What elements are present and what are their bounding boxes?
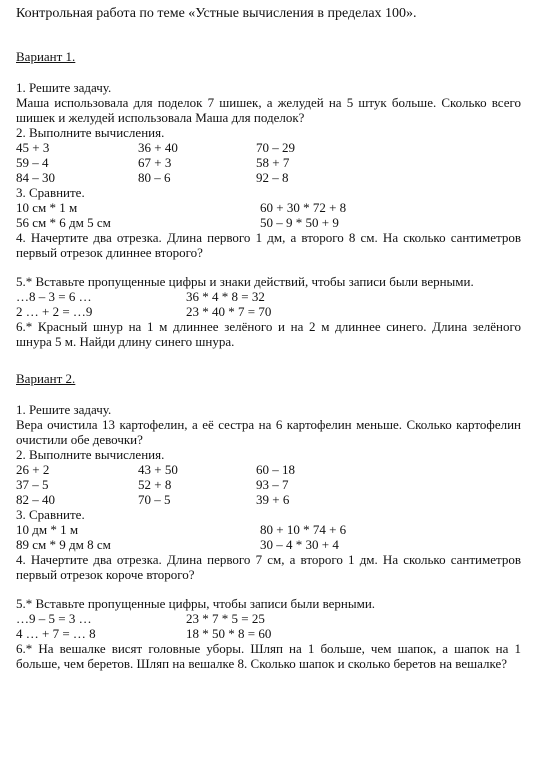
calc-expression: 52 + 8: [138, 477, 172, 492]
calc-expression: 26 + 2: [16, 462, 50, 477]
v2-calc-row: [16, 462, 521, 477]
v2-task6-text: 6.* На вешалке висят головные уборы. Шляп на 1 больше, чем шапок, а шапок на 1 больше, чем беретов. Шляп на вешалке 8. Сколько шапок и сколько беретов на вешалке?: [16, 641, 521, 671]
compare-expression: 50 – 9 * 50 + 9: [260, 215, 339, 230]
calc-expression: 70 – 5: [138, 492, 171, 507]
v1-compare-row: [16, 200, 521, 215]
calc-expression: 84 – 30: [16, 170, 55, 185]
v1-task6-text: 6.* Красный шнур на 1 м длиннее зелёного и на 2 м длиннее синего. Длина зелёного шнура 5 м. Найди длину синего шнура.: [16, 319, 521, 349]
v1-compare-row: [16, 215, 521, 230]
v2-task1-text: Вера очистила 13 картофелин, а её сестра на 6 картофелин меньше. Сколько картофелин очистили обе девочки?: [16, 417, 521, 447]
calc-expression: 82 – 40: [16, 492, 55, 507]
v2-task3-heading: 3. Сравните.: [16, 507, 85, 522]
calc-expression: 92 – 8: [256, 170, 289, 185]
v1-calc-row: [16, 140, 521, 155]
page-title: Контрольная работа по теме «Устные вычисления в пределах 100».: [16, 6, 417, 21]
calc-expression: 45 + 3: [16, 140, 50, 155]
v1-task1-heading: 1. Решите задачу.: [16, 80, 112, 95]
v2-calc-row: [16, 477, 521, 492]
v1-calc-row: [16, 170, 521, 185]
v2-calc-row: [16, 492, 521, 507]
compare-expression: 80 + 10 * 74 + 6: [260, 522, 347, 537]
compare-expression: 89 см * 9 дм 8 см: [16, 537, 111, 552]
v1-calc-grid: [16, 140, 521, 185]
v1-task5-text: 5.* Вставьте пропущенные цифры и знаки действий, чтобы записи были верными.: [16, 274, 474, 289]
puzzle-expression: 2 … + 2 = …9: [16, 304, 93, 319]
variant-1: [16, 49, 521, 349]
v1-puzzle-row: [16, 304, 521, 319]
compare-expression: 10 дм * 1 м: [16, 522, 79, 537]
puzzle-expression: 4 … + 7 = … 8: [16, 626, 96, 641]
compare-expression: 10 см * 1 м: [16, 200, 78, 215]
v1-task1-text: Маша использовала для поделок 7 шишек, а желудей на 5 штук больше. Сколько всего шишек и желудей использовала Маша для поделок?: [16, 95, 521, 125]
v2-puzzle-row: [16, 611, 521, 626]
compare-expression: 30 – 4 * 30 + 4: [260, 537, 339, 552]
v2-puzzle-row: [16, 626, 521, 641]
v2-compare-row: [16, 522, 521, 537]
v2-task4-text: 4. Начертите два отрезка. Длина первого 7 см, а второго 1 дм. На сколько сантиметров первый отрезок короче второго?: [16, 552, 521, 582]
variant-1-heading: Вариант 1.: [16, 49, 76, 64]
variant-2: [16, 371, 521, 671]
v1-task3-heading: 3. Сравните.: [16, 185, 85, 200]
v2-task5-text: 5.* Вставьте пропущенные цифры, чтобы записи были верными.: [16, 596, 376, 611]
calc-expression: 70 – 29: [256, 140, 295, 155]
calc-expression: 59 – 4: [16, 155, 49, 170]
calc-expression: 37 – 5: [16, 477, 49, 492]
calc-expression: 60 – 18: [256, 462, 295, 477]
v2-task1-heading: 1. Решите задачу.: [16, 402, 112, 417]
calc-expression: 43 + 50: [138, 462, 178, 477]
v1-task4-text: 4. Начертите два отрезка. Длина первого 1 дм, а второго 8 см. На сколько сантиметров первый отрезок длиннее второго?: [16, 230, 521, 260]
worksheet-page: [16, 6, 521, 671]
calc-expression: 93 – 7: [256, 477, 289, 492]
variant-2-heading: Вариант 2.: [16, 371, 76, 386]
v1-task2-heading: 2. Выполните вычисления.: [16, 125, 165, 140]
v2-task2-heading: 2. Выполните вычисления.: [16, 447, 165, 462]
v1-calc-row: [16, 155, 521, 170]
puzzle-expression: 23 * 40 * 7 = 70: [186, 304, 272, 319]
calc-expression: 58 + 7: [256, 155, 290, 170]
compare-expression: 60 + 30 * 72 + 8: [260, 200, 347, 215]
v1-puzzle-row: [16, 289, 521, 304]
calc-expression: 67 + 3: [138, 155, 172, 170]
v2-compare-row: [16, 537, 521, 552]
calc-expression: 36 + 40: [138, 140, 178, 155]
puzzle-expression: …9 – 5 = 3 …: [16, 611, 92, 626]
puzzle-expression: 36 * 4 * 8 = 32: [186, 289, 265, 304]
compare-expression: 56 см * 6 дм 5 см: [16, 215, 111, 230]
calc-expression: 80 – 6: [138, 170, 171, 185]
puzzle-expression: 23 * 7 * 5 = 25: [186, 611, 265, 626]
puzzle-expression: …8 – 3 = 6 …: [16, 289, 92, 304]
v2-calc-grid: [16, 462, 521, 507]
calc-expression: 39 + 6: [256, 492, 290, 507]
puzzle-expression: 18 * 50 * 8 = 60: [186, 626, 272, 641]
